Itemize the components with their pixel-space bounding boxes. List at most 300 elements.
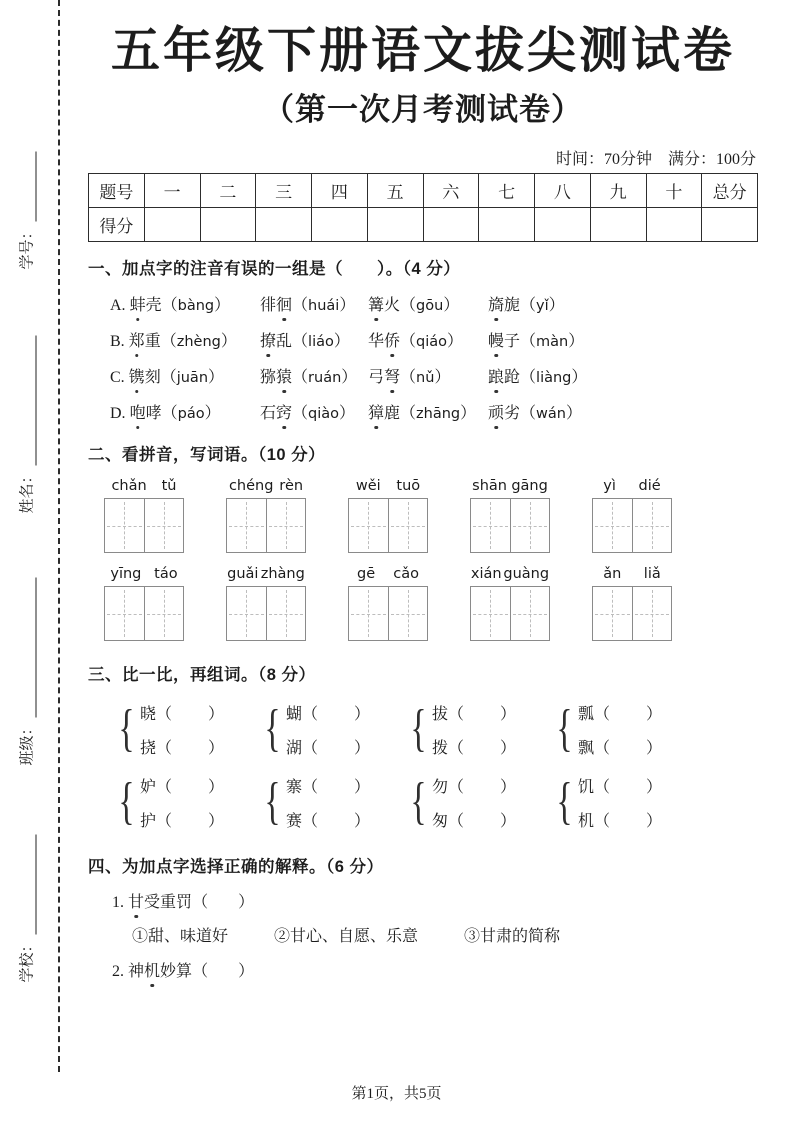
word-char: 鹿: [384, 405, 401, 422]
option-label: C.: [110, 369, 125, 386]
word-char: 火: [384, 297, 401, 314]
option-item: [260, 400, 368, 423]
compare-pair-lines: [432, 701, 516, 758]
score-row: [89, 208, 758, 242]
compare-char: 拨（: [431, 739, 464, 757]
score-table: [88, 173, 758, 242]
close-paren: ）: [645, 812, 662, 830]
compare-char: 妒（: [139, 778, 172, 796]
word-char: 壳: [145, 297, 162, 314]
brace-icon: {: [118, 700, 135, 757]
compare-pair-row: [88, 700, 758, 758]
writing-box-cell[interactable]: [388, 587, 428, 640]
compare-line: [432, 701, 516, 724]
pinyin-syllables: [348, 478, 428, 494]
dotted-word: [260, 297, 355, 314]
question-number-cell: 二: [200, 174, 256, 208]
compare-char: 挠（: [139, 739, 172, 757]
section-one-options: [88, 292, 758, 423]
writing-box-pair: [470, 586, 550, 641]
pinyin-syllable: tuō: [396, 478, 421, 494]
pinyin-syllable: guǎi: [227, 566, 259, 582]
option-item: [488, 328, 758, 351]
student-id-label: 学号：: [19, 224, 36, 270]
score-blank-cell[interactable]: [646, 208, 702, 242]
word-char: 石: [260, 405, 277, 422]
pinyin-annotation: （liàng）: [520, 369, 588, 386]
word-char: 甘: [128, 889, 144, 912]
writing-box-cell[interactable]: [105, 499, 144, 552]
word-char: 篝: [368, 292, 384, 315]
score-table-body: [89, 174, 758, 242]
pinyin-word-group: [592, 478, 672, 553]
pinyin-syllable: wěi: [355, 478, 381, 494]
compare-pair-lines: [140, 701, 224, 758]
pinyin-syllable: gāng: [511, 478, 548, 494]
compare-char: 赛（: [285, 812, 318, 830]
pinyin-annotation: （qiào）: [292, 405, 356, 422]
close-paren: ）: [353, 705, 370, 723]
question-number-cell: 七: [479, 174, 535, 208]
brace-icon: {: [264, 773, 281, 830]
name-field: [16, 328, 37, 514]
compare-pair-lines: [286, 774, 370, 831]
compare-line: [286, 735, 370, 758]
close-paren: ）: [645, 739, 662, 757]
close-paren: ）: [207, 812, 224, 830]
pinyin-annotation: （wán）: [520, 405, 582, 422]
pinyin-annotation: （huái）: [292, 297, 356, 314]
compare-pair-lines: [578, 701, 662, 758]
word-char: 妙: [160, 963, 177, 980]
compare-line: [578, 774, 662, 797]
close-paren: ）: [207, 705, 224, 723]
option-item: [368, 328, 488, 351]
dotted-word: [368, 333, 463, 350]
class-label: 班级：: [19, 720, 36, 766]
choices-row: [88, 923, 758, 946]
pinyin-syllable: chǎn: [111, 478, 147, 494]
option-item: [110, 292, 260, 315]
option-item: [368, 292, 488, 315]
writing-box-cell[interactable]: [144, 587, 184, 640]
word-char: 咆: [130, 400, 146, 423]
score-blank-cell[interactable]: [256, 208, 312, 242]
option-item: [260, 292, 368, 315]
pinyin-syllables: [226, 478, 306, 494]
question-number-cell: 九: [590, 174, 646, 208]
score-blank-cell[interactable]: [535, 208, 591, 242]
compare-char: 拔（: [431, 705, 464, 723]
question-line: [88, 889, 758, 912]
pinyin-annotation: （yǐ）: [520, 297, 565, 314]
word-char: 郑: [129, 328, 145, 351]
compare-char: 晓（: [139, 705, 172, 723]
writing-box-cell[interactable]: [471, 499, 510, 552]
option-item: [260, 364, 368, 387]
pinyin-word-group: [226, 566, 306, 641]
close-paren: ）: [207, 778, 224, 796]
class-field: [16, 570, 37, 766]
compare-line: [140, 774, 224, 797]
word-char: 神: [128, 963, 145, 980]
compare-line: [286, 808, 370, 831]
compare-char: 匆（: [431, 812, 464, 830]
explanation-questions: [88, 889, 758, 981]
score-blank-cell[interactable]: [367, 208, 423, 242]
score-blank-cell[interactable]: [144, 208, 200, 242]
option-row: [88, 364, 758, 387]
word-char: 弩: [384, 364, 400, 387]
school-label: 学校：: [19, 937, 36, 983]
score-label-cell: 得分: [89, 208, 145, 242]
compare-line: [432, 808, 516, 831]
compare-pair-group: [552, 773, 662, 831]
brace-icon: {: [118, 773, 135, 830]
dotted-word: [130, 297, 231, 314]
writing-box-cell[interactable]: [510, 587, 550, 640]
word-char: 重: [160, 894, 177, 911]
class-blank-line[interactable]: [22, 577, 37, 717]
close-paren: ）: [207, 739, 224, 757]
dotted-word: [368, 405, 476, 422]
pinyin-row: [88, 478, 758, 553]
dotted-word: [260, 405, 355, 422]
pinyin-word-group: [592, 566, 672, 641]
pinyin-annotation: （gōu）: [400, 297, 460, 314]
word-char: 踉: [488, 364, 504, 387]
pinyin-annotation: （zhèng）: [160, 333, 237, 350]
compare-pair-group: [114, 700, 224, 758]
dotted-word: [129, 333, 237, 350]
pinyin-word-group: [104, 478, 184, 553]
word-char: 獐: [368, 400, 384, 423]
question-number-cell: 总分: [702, 174, 758, 208]
pinyin-annotation: （bàng）: [161, 297, 231, 314]
compare-pair-group: [114, 773, 224, 831]
brace-icon: {: [556, 773, 573, 830]
writing-box-pair: [226, 586, 306, 641]
compare-line: [140, 735, 224, 758]
word-char: 子: [504, 333, 521, 350]
page-subtitle: （第一次月考测试卷）: [263, 92, 583, 127]
compare-pair-lines: [286, 701, 370, 758]
pinyin-syllables: [470, 478, 550, 494]
pinyin-annotation: （nǔ）: [400, 369, 451, 386]
word-char: 重: [144, 333, 161, 350]
pinyin-syllable: shān: [472, 478, 507, 494]
student-id-field: [16, 144, 37, 270]
dotted-word: [488, 297, 565, 314]
pinyin-word-group: [470, 566, 550, 641]
close-paren: ）: [499, 812, 516, 830]
question-number: 2.: [112, 963, 128, 980]
compare-char: 飘（: [577, 739, 610, 757]
word-char: 猕: [260, 369, 277, 386]
pinyin-word-group: [104, 566, 184, 641]
dotted-word: [260, 333, 350, 350]
dotted-word: [488, 405, 582, 422]
compare-char: 勿（: [431, 778, 464, 796]
word-char: 劣: [504, 405, 521, 422]
brace-icon: {: [410, 773, 427, 830]
writing-box-cell[interactable]: [349, 587, 388, 640]
pinyin-word-group: [226, 478, 306, 553]
compare-pair-lines: [140, 774, 224, 831]
word-char: 旖: [488, 292, 504, 315]
pinyin-syllable: gē: [357, 566, 376, 582]
word-char: 算: [176, 963, 193, 980]
compare-char: 瓢（: [577, 705, 610, 723]
pinyin-syllable: cǎo: [393, 566, 419, 582]
writing-box-cell[interactable]: [349, 499, 388, 552]
pinyin-word-group: [348, 478, 428, 553]
compare-char: 蝴（: [285, 705, 318, 723]
writing-box-pair: [226, 498, 306, 553]
question-number-cell: 十: [646, 174, 702, 208]
writing-box-cell[interactable]: [632, 499, 672, 552]
pinyin-syllable: yì: [603, 478, 616, 494]
writing-box-cell[interactable]: [227, 587, 266, 640]
compare-line: [140, 808, 224, 831]
compare-pair-group: [552, 700, 662, 758]
option-label: D.: [110, 405, 126, 422]
option-label: A.: [110, 297, 126, 314]
pinyin-syllable: táo: [154, 566, 178, 582]
word-char: 哮: [145, 405, 162, 422]
writing-box-cell[interactable]: [266, 499, 306, 552]
option-item: [110, 400, 260, 423]
word-char: 猿: [276, 364, 292, 387]
question-number-cell: 六: [423, 174, 479, 208]
pinyin-syllable: chéng: [228, 478, 274, 494]
page-footer: 第1页，共5页: [351, 1086, 442, 1102]
pinyin-syllable: tǔ: [161, 478, 177, 494]
pinyin-annotation: （páo）: [161, 405, 221, 422]
writing-box-cell[interactable]: [632, 587, 672, 640]
close-paren: ）: [645, 778, 662, 796]
close-paren: ）: [353, 778, 370, 796]
choice-item[interactable]: ①甜、味道好: [132, 928, 229, 945]
writing-box-cell[interactable]: [144, 499, 184, 552]
close-paren: ）: [238, 894, 255, 911]
score-blank-cell[interactable]: [423, 208, 479, 242]
dotted-word: [488, 333, 584, 350]
option-item: [110, 364, 260, 387]
brace-icon: {: [410, 700, 427, 757]
choice-item[interactable]: ②甘心、自愿、乐意: [274, 928, 419, 945]
pinyin-syllable: rèn: [279, 478, 304, 494]
compare-char: 机（: [577, 812, 610, 830]
writing-box-cell[interactable]: [593, 499, 632, 552]
option-item: [488, 292, 758, 315]
close-paren: ）: [499, 739, 516, 757]
score-blank-cell[interactable]: [702, 208, 758, 242]
compare-line: [286, 701, 370, 724]
brace-icon: {: [556, 700, 573, 757]
score-blank-cell[interactable]: [479, 208, 535, 242]
word-char: 弓: [368, 369, 385, 386]
dotted-word: [488, 369, 587, 386]
word-char: 华: [368, 333, 385, 350]
writing-box-pair: [470, 498, 550, 553]
school-field: [16, 827, 37, 983]
pinyin-syllable: yīng: [110, 566, 142, 582]
dotted-word: [260, 369, 357, 386]
pinyin-syllable: guàng: [503, 566, 550, 582]
word-char: 幔: [488, 328, 504, 351]
section-four-heading: 四、为加点字选择正确的解释。（6 分）: [88, 858, 384, 876]
compare-pair-row: [88, 773, 758, 831]
pinyin-annotation: （juān）: [160, 369, 225, 386]
compare-pair-group: [260, 700, 370, 758]
pinyin-annotation: （qiáo）: [400, 333, 464, 350]
word-char: 顽: [488, 400, 504, 423]
compare-pair-lines: [578, 774, 662, 831]
option-label: B.: [110, 333, 125, 350]
question-number-cell: 四: [312, 174, 368, 208]
option-row: [88, 328, 758, 351]
score-blank-cell[interactable]: [312, 208, 368, 242]
writing-box-cell[interactable]: [105, 587, 144, 640]
pinyin-syllables: [104, 478, 184, 494]
close-paren: ）: [238, 963, 255, 980]
dotted-word: [368, 297, 459, 314]
compare-line: [578, 808, 662, 831]
writing-box-cell[interactable]: [510, 499, 550, 552]
close-paren: ）: [353, 739, 370, 757]
word-char: 乱: [276, 333, 293, 350]
pinyin-annotation: （màn）: [520, 333, 585, 350]
close-paren: ）: [499, 705, 516, 723]
compare-line: [140, 701, 224, 724]
close-paren: ）: [499, 778, 516, 796]
compare-char: 护（: [139, 812, 172, 830]
score-table-header-row: [89, 174, 758, 208]
compare-line: [286, 774, 370, 797]
option-item: [488, 400, 758, 423]
pinyin-syllables: [592, 478, 672, 494]
word-char: 罚: [176, 894, 193, 911]
pinyin-writing-area: [88, 478, 758, 641]
writing-box-pair: [592, 498, 672, 553]
pinyin-syllables: [470, 566, 550, 582]
question-line: [88, 958, 758, 981]
question-number: 1.: [112, 894, 128, 911]
compare-pair-group: [406, 773, 516, 831]
pinyin-syllable: zhàng: [260, 566, 305, 582]
compare-line: [432, 735, 516, 758]
writing-box-pair: [104, 498, 184, 553]
compare-pair-group: [406, 700, 516, 758]
time-score-meta: 时间：70分钟 满分：100分: [555, 151, 756, 168]
question-number-cell: 五: [367, 174, 423, 208]
word-char: 跄: [504, 369, 521, 386]
student-id-blank-line[interactable]: [22, 151, 37, 221]
option-item: [260, 328, 368, 351]
compare-char: 寨（: [285, 778, 318, 796]
word-char: 蚌: [130, 292, 146, 315]
question-number-cell: 三: [256, 174, 312, 208]
pinyin-syllable: ǎn: [603, 566, 622, 582]
open-paren: （: [192, 894, 209, 911]
question-number-corner-cell: 题号: [89, 174, 145, 208]
pinyin-syllables: [226, 566, 306, 582]
compare-char: 湖（: [285, 739, 318, 757]
compare-char: 饥（: [577, 778, 610, 796]
writing-box-pair: [348, 498, 428, 553]
brace-icon: {: [264, 700, 281, 757]
compare-pair-group: [260, 773, 370, 831]
pinyin-syllable: xián: [470, 566, 502, 582]
option-item: [110, 328, 260, 351]
word-char: 窍: [276, 400, 292, 423]
choice-item[interactable]: ③甘肃的简称: [464, 928, 561, 945]
section-two-heading: 二、看拼音，写词语。（10 分）: [88, 446, 326, 464]
close-paren: ）: [353, 812, 370, 830]
compare-line: [578, 735, 662, 758]
close-paren: ）: [645, 705, 662, 723]
dotted-word: [128, 894, 192, 911]
writing-box-cell[interactable]: [266, 587, 306, 640]
pinyin-row: [88, 566, 758, 641]
word-char: 镌: [129, 364, 145, 387]
seal-dashed-line: [58, 0, 60, 1072]
pinyin-annotation: （ruán）: [292, 369, 358, 386]
pinyin-syllables: [592, 566, 672, 582]
writing-box-cell[interactable]: [471, 587, 510, 640]
writing-box-pair: [592, 586, 672, 641]
compare-pairs-area: [88, 700, 758, 831]
pinyin-syllable: dié: [638, 478, 661, 494]
option-row: [88, 292, 758, 315]
option-item: [488, 364, 758, 387]
word-char: 撩: [260, 328, 276, 351]
name-label: 姓名：: [19, 468, 36, 514]
name-blank-line[interactable]: [22, 335, 37, 465]
compare-line: [578, 701, 662, 724]
option-item: [368, 400, 488, 423]
writing-box-cell[interactable]: [227, 499, 266, 552]
word-char: 侨: [384, 328, 400, 351]
word-char: 刻: [144, 369, 161, 386]
dotted-word: [129, 369, 224, 386]
pinyin-syllables: [348, 566, 428, 582]
pinyin-syllable: liǎ: [643, 566, 661, 582]
pinyin-syllables: [104, 566, 184, 582]
score-blank-cell[interactable]: [200, 208, 256, 242]
paper-content: [88, 0, 758, 981]
writing-box-cell[interactable]: [593, 587, 632, 640]
option-item: [368, 364, 488, 387]
open-paren: （: [192, 963, 209, 980]
dotted-word: [368, 369, 450, 386]
score-blank-cell[interactable]: [590, 208, 646, 242]
school-blank-line[interactable]: [22, 834, 37, 934]
word-char: 受: [144, 894, 161, 911]
compare-line: [432, 774, 516, 797]
writing-box-cell[interactable]: [388, 499, 428, 552]
section-three-heading: 三、比一比，再组词。（8 分）: [88, 666, 316, 684]
word-char: 徘: [260, 297, 277, 314]
page-title: 五年级下册语文拔尖测试卷: [110, 23, 735, 78]
word-char: 机: [144, 958, 160, 981]
writing-box-pair: [104, 586, 184, 641]
question-number-cell: 八: [535, 174, 591, 208]
option-row: [88, 400, 758, 423]
word-char: 旎: [504, 297, 521, 314]
section-one-heading: 一、加点字的注音有误的一组是（ ）。（4 分）: [88, 260, 461, 278]
